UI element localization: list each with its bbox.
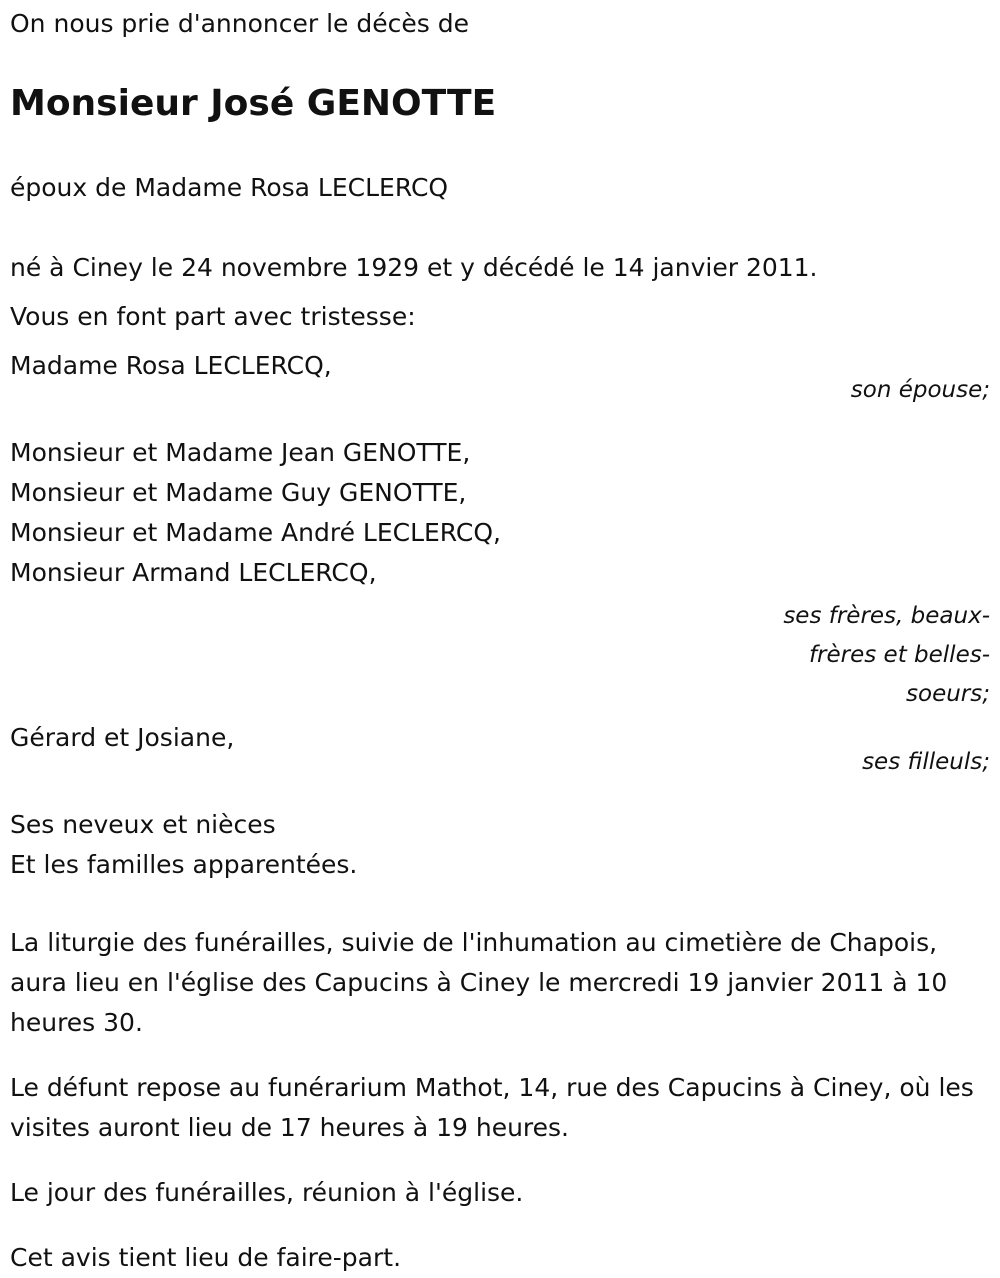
godchildren-line: Gérard et Josiane,	[10, 723, 235, 752]
relatives-line: Et les familles apparentées.	[10, 850, 358, 879]
siblings-role-line: frères et belles-	[808, 642, 990, 668]
list-item: Monsieur et Madame Jean GENOTTE,	[10, 438, 471, 467]
siblings-role-line: ses frères, beaux-	[783, 603, 990, 629]
closing-paragraph: Cet avis tient lieu de faire-part.	[10, 1243, 402, 1272]
meeting-paragraph: Le jour des funérailles, réunion à l'église.	[10, 1178, 524, 1207]
intro-text: On nous prie d'annoncer le décès de	[10, 9, 469, 38]
visit-paragraph: Le défunt repose au funérarium Mathot, 14, rue des Capucins à Ciney, où les visites auront lieu de 17 heures à 19 heures.	[10, 1073, 974, 1142]
spouse-line: époux de Madame Rosa LECLERCQ	[10, 173, 449, 202]
list-item: Monsieur Armand LECLERCQ,	[10, 558, 377, 587]
siblings-role	[760, 597, 990, 714]
wife-line: Madame Rosa LECLERCQ,	[10, 351, 332, 380]
list-item: Monsieur et Madame Guy GENOTTE,	[10, 478, 467, 507]
godchildren-role: ses filleuls;	[862, 749, 990, 775]
nephews-line: Ses neveux et nièces	[10, 810, 276, 839]
siblings-list	[10, 433, 990, 593]
wife-role: son épouse;	[850, 377, 990, 403]
share-line: Vous en font part avec tristesse:	[10, 302, 416, 331]
siblings-role-line: soeurs;	[906, 681, 990, 707]
deceased-name: Monsieur José GENOTTE	[10, 83, 497, 124]
funeral-paragraph: La liturgie des funérailles, suivie de l'inhumation au cimetière de Chapois, aura lieu en l'église des Capucins à Ciney le mercredi 19 janvier 2011 à 10 heures 30.	[10, 928, 948, 1037]
list-item: Monsieur et Madame André LECLERCQ,	[10, 518, 502, 547]
birth-death-line: né à Ciney le 24 novembre 1929 et y décédé le 14 janvier 2011.	[10, 253, 818, 282]
